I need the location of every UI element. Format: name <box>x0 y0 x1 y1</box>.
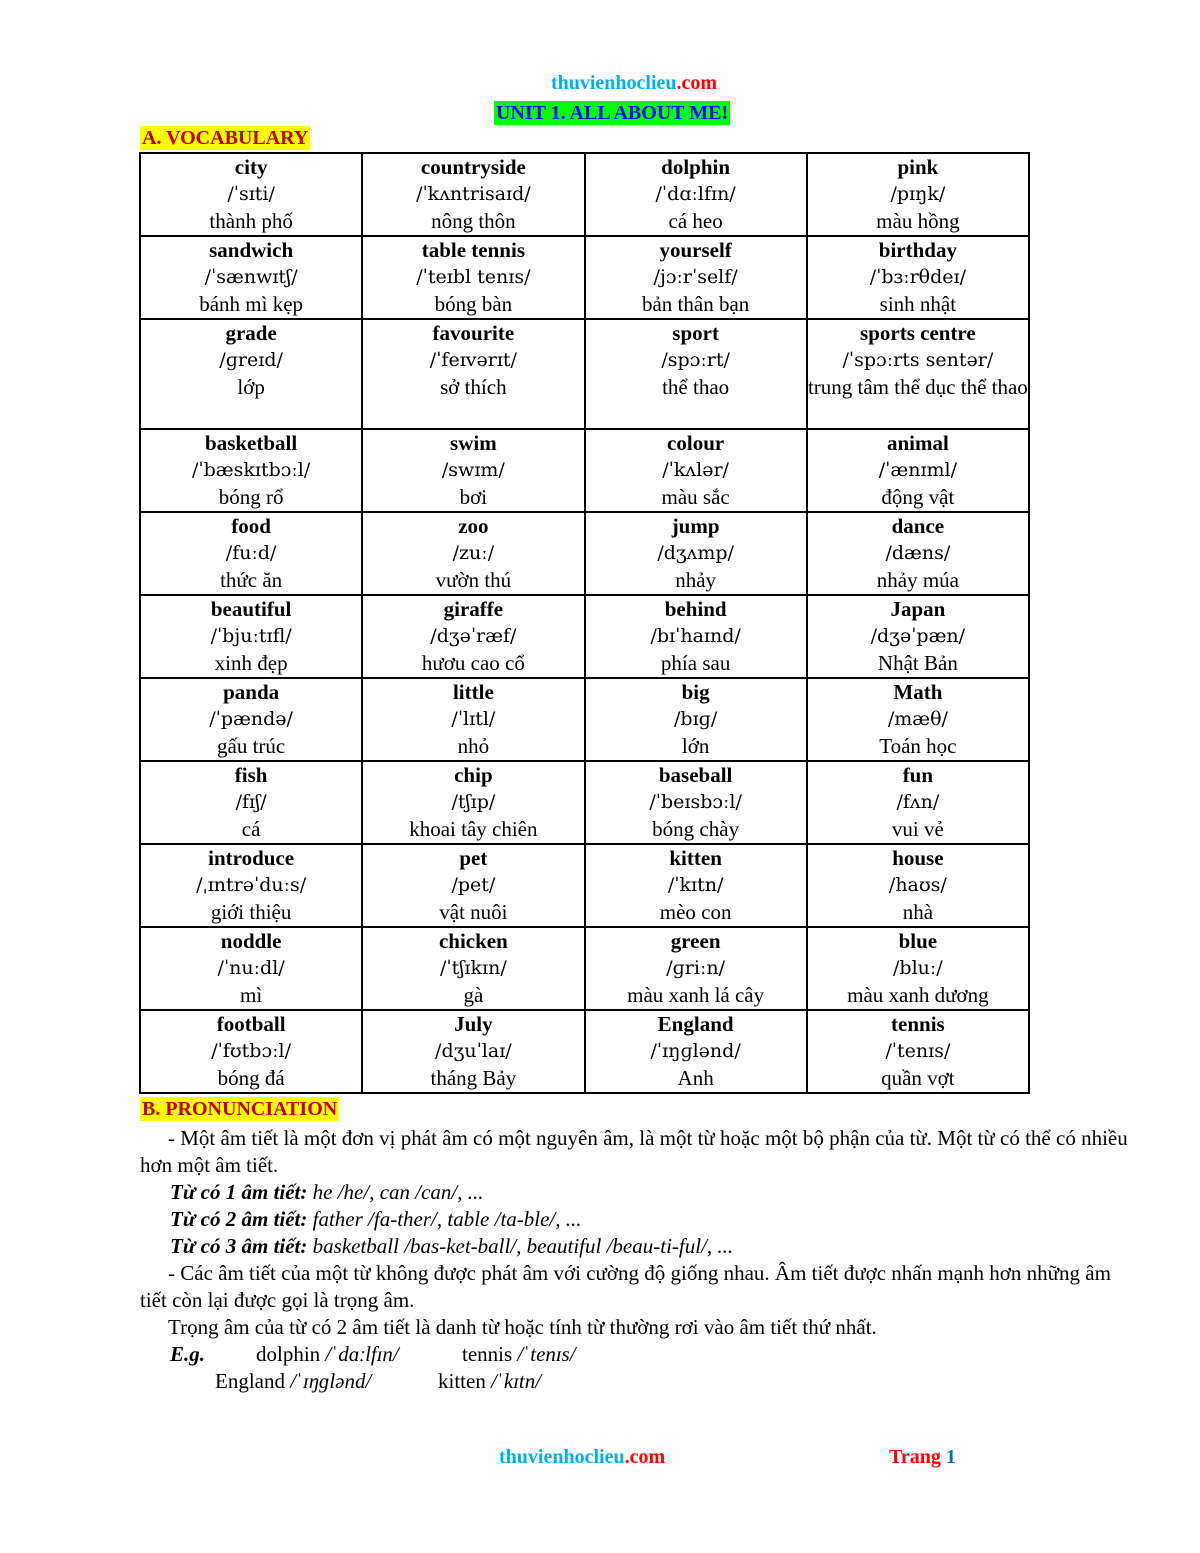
vocab-word: blue <box>898 929 938 953</box>
example-text: he /he/, can /can/, ... <box>307 1180 484 1204</box>
eg-word: England <box>215 1369 285 1393</box>
vocab-meaning: mèo con <box>659 900 732 924</box>
vocab-cell <box>140 761 362 844</box>
vocab-word: dolphin <box>661 155 731 179</box>
vocab-meaning: nhà <box>902 900 934 924</box>
vocab-cell <box>362 1010 584 1093</box>
footer-page-number <box>889 1446 956 1469</box>
vocab-cell <box>807 761 1029 844</box>
page-label: Trang <box>889 1446 946 1468</box>
vocab-meaning: bản thân bạn <box>641 292 750 316</box>
vocab-cell <box>140 236 362 319</box>
vocab-ipa: /ɡreɪd/ <box>219 349 283 371</box>
vocab-word: zoo <box>458 514 489 538</box>
vocab-meaning: bóng bàn <box>434 292 513 316</box>
vocab-cell <box>807 236 1029 319</box>
vocab-cell <box>362 236 584 319</box>
vocab-word: sport <box>672 321 719 345</box>
eg-dolphin <box>256 1341 399 1368</box>
vocab-cell <box>585 678 807 761</box>
vocab-cell <box>807 927 1029 1010</box>
eg-word: tennis <box>462 1342 513 1366</box>
vocab-meaning: màu hồng <box>876 209 960 233</box>
vocab-word: beautiful <box>210 597 292 621</box>
eg-ipa: /ˈɪŋɡlənd/ <box>290 1369 372 1393</box>
vocab-row <box>140 844 1029 927</box>
vocab-cell <box>362 512 584 595</box>
vocab-ipa: /tʃɪp/ <box>451 791 496 813</box>
example-text: basketball /bas-ket-ball/, beautiful /beau-ti-ful/, ... <box>307 1234 734 1258</box>
vocab-row <box>140 678 1029 761</box>
vocab-meaning: Anh <box>677 1066 714 1090</box>
vocab-ipa: /fuːd/ <box>225 542 277 564</box>
vocab-cell <box>362 595 584 678</box>
vocab-word: panda <box>223 680 280 704</box>
vocab-cell <box>585 595 807 678</box>
site-name-part1: thuvienhoclieu <box>550 72 677 94</box>
vocab-meaning: lớp <box>237 375 265 399</box>
section-a-title: A. VOCABULARY <box>142 127 309 149</box>
vocab-meaning: Toán học <box>879 734 957 758</box>
vocab-ipa: /ˈbeɪsbɔːl/ <box>649 791 742 813</box>
vocab-ipa: /bɪɡ/ <box>674 708 718 730</box>
vocab-word: noddle <box>220 929 282 953</box>
vocab-cell <box>807 595 1029 678</box>
vocab-ipa: /dʒʌmp/ <box>657 542 734 564</box>
vocab-ipa: /ˈkʌlər/ <box>662 459 729 481</box>
vocab-cell <box>585 512 807 595</box>
vocab-ipa: /ˈbæskɪtbɔːl/ <box>191 459 311 481</box>
vocab-cell <box>362 319 584 429</box>
page-number: 1 <box>945 1446 956 1468</box>
vocab-meaning: màu xanh dương <box>847 983 989 1007</box>
vocab-cell <box>807 512 1029 595</box>
vocab-cell <box>807 678 1029 761</box>
vocab-ipa: /pɪŋk/ <box>890 183 946 205</box>
vocab-word: birthday <box>878 238 957 262</box>
vocab-ipa: /ˈspɔːrts sentər/ <box>842 349 994 371</box>
vocab-ipa: /jɔːrˈself/ <box>653 266 738 288</box>
vocab-ipa: /haʊs/ <box>888 874 947 896</box>
vocab-word: green <box>670 929 721 953</box>
vocab-word: table tennis <box>421 238 525 262</box>
vocab-cell <box>585 153 807 236</box>
vocab-ipa: /dʒəˈpæn/ <box>870 625 966 647</box>
example-2-syllables <box>140 1206 1170 1233</box>
vocab-meaning: thức ăn <box>220 568 283 592</box>
vocab-row <box>140 595 1029 678</box>
vocab-meaning: mì <box>240 983 263 1007</box>
vocab-word: tennis <box>891 1012 945 1036</box>
footer-site-part2: .com <box>624 1446 666 1468</box>
vocab-ipa: /ˈbɜːrθdeɪ/ <box>869 266 966 288</box>
vocab-word: chicken <box>438 929 508 953</box>
vocab-word: Japan <box>890 597 946 621</box>
vocab-cell <box>807 319 1029 429</box>
example-3-syllables <box>140 1233 1170 1260</box>
vocab-meaning: nhảy <box>675 568 717 592</box>
vocab-ipa: /dʒəˈræf/ <box>430 625 517 647</box>
vocab-cell <box>362 153 584 236</box>
vocab-row <box>140 1010 1029 1093</box>
vocab-meaning: bánh mì kẹp <box>199 292 304 316</box>
vocab-ipa: /spɔːrt/ <box>661 349 730 371</box>
vocab-word: introduce <box>208 846 295 870</box>
vocab-ipa: /ˈteɪbl tenɪs/ <box>416 266 531 288</box>
vocab-word: sports centre <box>860 321 976 345</box>
vocab-meaning: khoai tây chiên <box>409 817 538 841</box>
eg-ipa: /ˈtenɪs/ <box>517 1342 576 1366</box>
pronunciation-paragraph-2: - Các âm tiết của một từ không được phát âm với cường độ giống nhau. Âm tiết được nhấn mạnh hơn những âm tiết còn lại được gọi là trọng âm. <box>140 1261 1111 1312</box>
vocab-meaning: giới thiệu <box>210 900 292 924</box>
footer-site-name <box>499 1446 665 1469</box>
vocab-meaning: trung tâm thể dục thể thao <box>807 375 1028 399</box>
vocab-cell <box>807 844 1029 927</box>
vocab-meaning: màu sắc <box>661 485 730 509</box>
vocab-word: food <box>231 514 271 538</box>
vocab-meaning: vui vẻ <box>891 817 944 841</box>
example-label: Từ có 1 âm tiết: <box>170 1180 308 1204</box>
eg-ipa: /ˈdɑːlfɪn/ <box>325 1342 399 1366</box>
vocab-ipa: /ˈtenɪs/ <box>885 1040 951 1062</box>
vocab-ipa: /dʒuˈlaɪ/ <box>435 1040 512 1062</box>
vocab-ipa: /fɪʃ/ <box>235 791 267 813</box>
vocab-meaning: bóng rổ <box>218 485 284 509</box>
vocab-cell <box>807 429 1029 512</box>
eg-label: E.g. <box>170 1342 206 1366</box>
vocab-word: pet <box>459 846 488 870</box>
vocab-cell <box>362 844 584 927</box>
vocab-ipa: /fʌn/ <box>896 791 940 813</box>
eg-word: kitten <box>438 1369 486 1393</box>
vocab-meaning: động vật <box>881 485 955 509</box>
vocab-cell <box>140 512 362 595</box>
vocab-row <box>140 512 1029 595</box>
vocab-word: dance <box>891 514 945 538</box>
vocab-word: big <box>681 680 710 704</box>
vocab-meaning: phía sau <box>660 651 731 675</box>
vocab-ipa: /dæns/ <box>885 542 951 564</box>
vocab-word: giraffe <box>443 597 504 621</box>
vocab-word: chip <box>454 763 493 787</box>
section-b-title: B. PRONUNCIATION <box>142 1098 338 1120</box>
vocab-word: basketball <box>205 431 298 455</box>
vocab-cell <box>140 1010 362 1093</box>
vocab-meaning: vật nuôi <box>439 900 508 924</box>
vocab-word: kitten <box>669 846 722 870</box>
vocab-ipa: /ˈfʊtbɔːl/ <box>211 1040 291 1062</box>
vocab-cell <box>362 927 584 1010</box>
vocab-cell <box>362 761 584 844</box>
vocab-ipa: /ˈsɪti/ <box>227 183 275 205</box>
vocab-cell <box>140 678 362 761</box>
vocab-ipa: /ˈtʃɪkɪn/ <box>440 957 507 979</box>
vocab-meaning: màu xanh lá cây <box>627 983 765 1007</box>
vocab-ipa: /ˈpændə/ <box>209 708 293 730</box>
vocab-word: yourself <box>659 238 732 262</box>
vocab-word: jump <box>671 514 720 538</box>
vocab-ipa: /ˈnuːdl/ <box>217 957 285 979</box>
vocab-cell <box>585 761 807 844</box>
site-name-part2: .com <box>676 72 718 94</box>
vocab-cell <box>585 236 807 319</box>
vocab-meaning: cá <box>241 817 261 841</box>
vocab-ipa: /ˈkɪtn/ <box>667 874 724 896</box>
vocab-word: pink <box>897 155 939 179</box>
vocab-ipa: /ˈbjuːtɪfl/ <box>210 625 292 647</box>
vocab-ipa: /ˈɪŋɡlənd/ <box>650 1040 741 1062</box>
vocab-ipa: /zuː/ <box>452 542 495 564</box>
vocab-meaning: thành phố <box>209 209 293 233</box>
vocab-meaning: xinh đẹp <box>214 651 288 675</box>
vocab-word: little <box>452 680 494 704</box>
footer-site-part1: thuvienhoclieu <box>499 1446 625 1468</box>
vocab-meaning: gà <box>463 983 484 1007</box>
vocab-cell <box>362 429 584 512</box>
vocab-ipa: /ˈkʌntrisaɪd/ <box>416 183 531 205</box>
vocab-ipa: /ɡriːn/ <box>666 957 725 979</box>
vocab-meaning: thể thao <box>662 375 730 399</box>
pronunciation-paragraph-3: Trọng âm của từ có 2 âm tiết là danh từ hoặc tính từ thường rơi vào âm tiết thứ nhất. <box>168 1315 877 1339</box>
vocab-cell <box>585 319 807 429</box>
vocab-cell <box>585 429 807 512</box>
vocab-meaning: nhỏ <box>457 734 490 758</box>
vocab-meaning: bóng chày <box>652 817 740 841</box>
vocab-word: favourite <box>432 321 515 345</box>
vocab-meaning: hươu cao cổ <box>421 651 525 675</box>
vocab-word: animal <box>886 431 949 455</box>
vocab-row <box>140 429 1029 512</box>
pronunciation-paragraph-1: - Một âm tiết là một đơn vị phát âm có một nguyên âm, là một từ hoặc một bộ phận của từ. Một từ có thể có nhiều hơn một âm tiết. <box>140 1126 1128 1177</box>
vocab-meaning: bóng đá <box>217 1066 285 1090</box>
vocab-word: July <box>454 1012 493 1036</box>
vocab-word: countryside <box>420 155 526 179</box>
vocab-ipa: /swɪm/ <box>441 459 505 481</box>
vocab-cell <box>362 678 584 761</box>
vocab-word: behind <box>664 597 727 621</box>
eg-england <box>215 1368 371 1395</box>
vocab-meaning: cá heo <box>668 209 723 233</box>
example-label: Từ có 3 âm tiết: <box>170 1234 308 1258</box>
vocab-ipa: /ˈænɪml/ <box>878 459 958 481</box>
eg-kitten <box>438 1368 541 1395</box>
vocab-word: grade <box>225 321 277 345</box>
vocab-ipa: /ˈfeɪvərɪt/ <box>429 349 517 371</box>
vocab-row <box>140 153 1029 236</box>
vocab-row <box>140 927 1029 1010</box>
vocab-word: Math <box>893 680 943 704</box>
vocab-word: football <box>216 1012 286 1036</box>
vocab-ipa: /pet/ <box>451 874 496 896</box>
vocab-word: fun <box>902 763 934 787</box>
vocab-word: city <box>234 155 268 179</box>
vocab-word: fish <box>234 763 268 787</box>
vocab-ipa: /bɪˈhaɪnd/ <box>650 625 741 647</box>
eg-word: dolphin <box>256 1342 321 1366</box>
example-text: father /fa-ther/, table /ta-ble/, ... <box>307 1207 582 1231</box>
vocab-meaning: nông thôn <box>431 209 516 233</box>
vocab-meaning: tháng Bảy <box>430 1066 517 1090</box>
vocab-cell <box>807 153 1029 236</box>
vocab-meaning: bơi <box>459 485 488 509</box>
vocab-meaning: Nhật Bản <box>877 651 958 675</box>
vocab-word: house <box>892 846 944 870</box>
vocab-word: baseball <box>658 763 733 787</box>
vocab-cell <box>585 1010 807 1093</box>
header-site-name <box>0 72 1200 95</box>
vocab-cell <box>585 844 807 927</box>
vocab-cell <box>140 429 362 512</box>
vocab-cell <box>140 319 362 429</box>
vocab-ipa: /ˈsænwɪtʃ/ <box>204 266 298 288</box>
vocab-row <box>140 236 1029 319</box>
vocab-cell <box>807 1010 1029 1093</box>
eg-ipa: /ˈkɪtn/ <box>491 1369 542 1393</box>
vocabulary-table <box>139 152 1030 1094</box>
example-label: Từ có 2 âm tiết: <box>170 1207 308 1231</box>
vocab-meaning: nhảy múa <box>876 568 959 592</box>
vocab-meaning: sinh nhật <box>879 292 957 316</box>
vocab-cell <box>585 927 807 1010</box>
vocab-meaning: lớn <box>681 734 710 758</box>
vocab-meaning: vườn thú <box>435 568 512 592</box>
vocab-ipa: /ˌɪntrəˈduːs/ <box>196 874 307 896</box>
vocab-ipa: /bluː/ <box>893 957 943 979</box>
vocab-cell <box>140 927 362 1010</box>
unit-title: UNIT 1. ALL ABOUT ME! <box>496 102 729 124</box>
vocab-meaning: quần vợt <box>881 1066 955 1090</box>
vocab-word: England <box>657 1012 734 1036</box>
vocab-cell <box>140 595 362 678</box>
vocab-meaning: sở thích <box>440 375 507 399</box>
vocab-row <box>140 319 1029 429</box>
vocab-ipa: /ˈdɑːlfɪn/ <box>655 183 736 205</box>
vocab-cell <box>140 153 362 236</box>
example-1-syllable <box>140 1179 1170 1206</box>
vocab-word: colour <box>667 431 725 455</box>
vocab-meaning: gấu trúc <box>217 734 286 758</box>
vocab-word: swim <box>450 431 497 455</box>
vocab-cell <box>140 844 362 927</box>
vocab-ipa: /mæθ/ <box>887 708 948 730</box>
vocab-ipa: /ˈlɪtl/ <box>451 708 496 730</box>
eg-tennis <box>462 1341 576 1368</box>
vocab-row <box>140 761 1029 844</box>
vocab-word: sandwich <box>209 238 294 262</box>
